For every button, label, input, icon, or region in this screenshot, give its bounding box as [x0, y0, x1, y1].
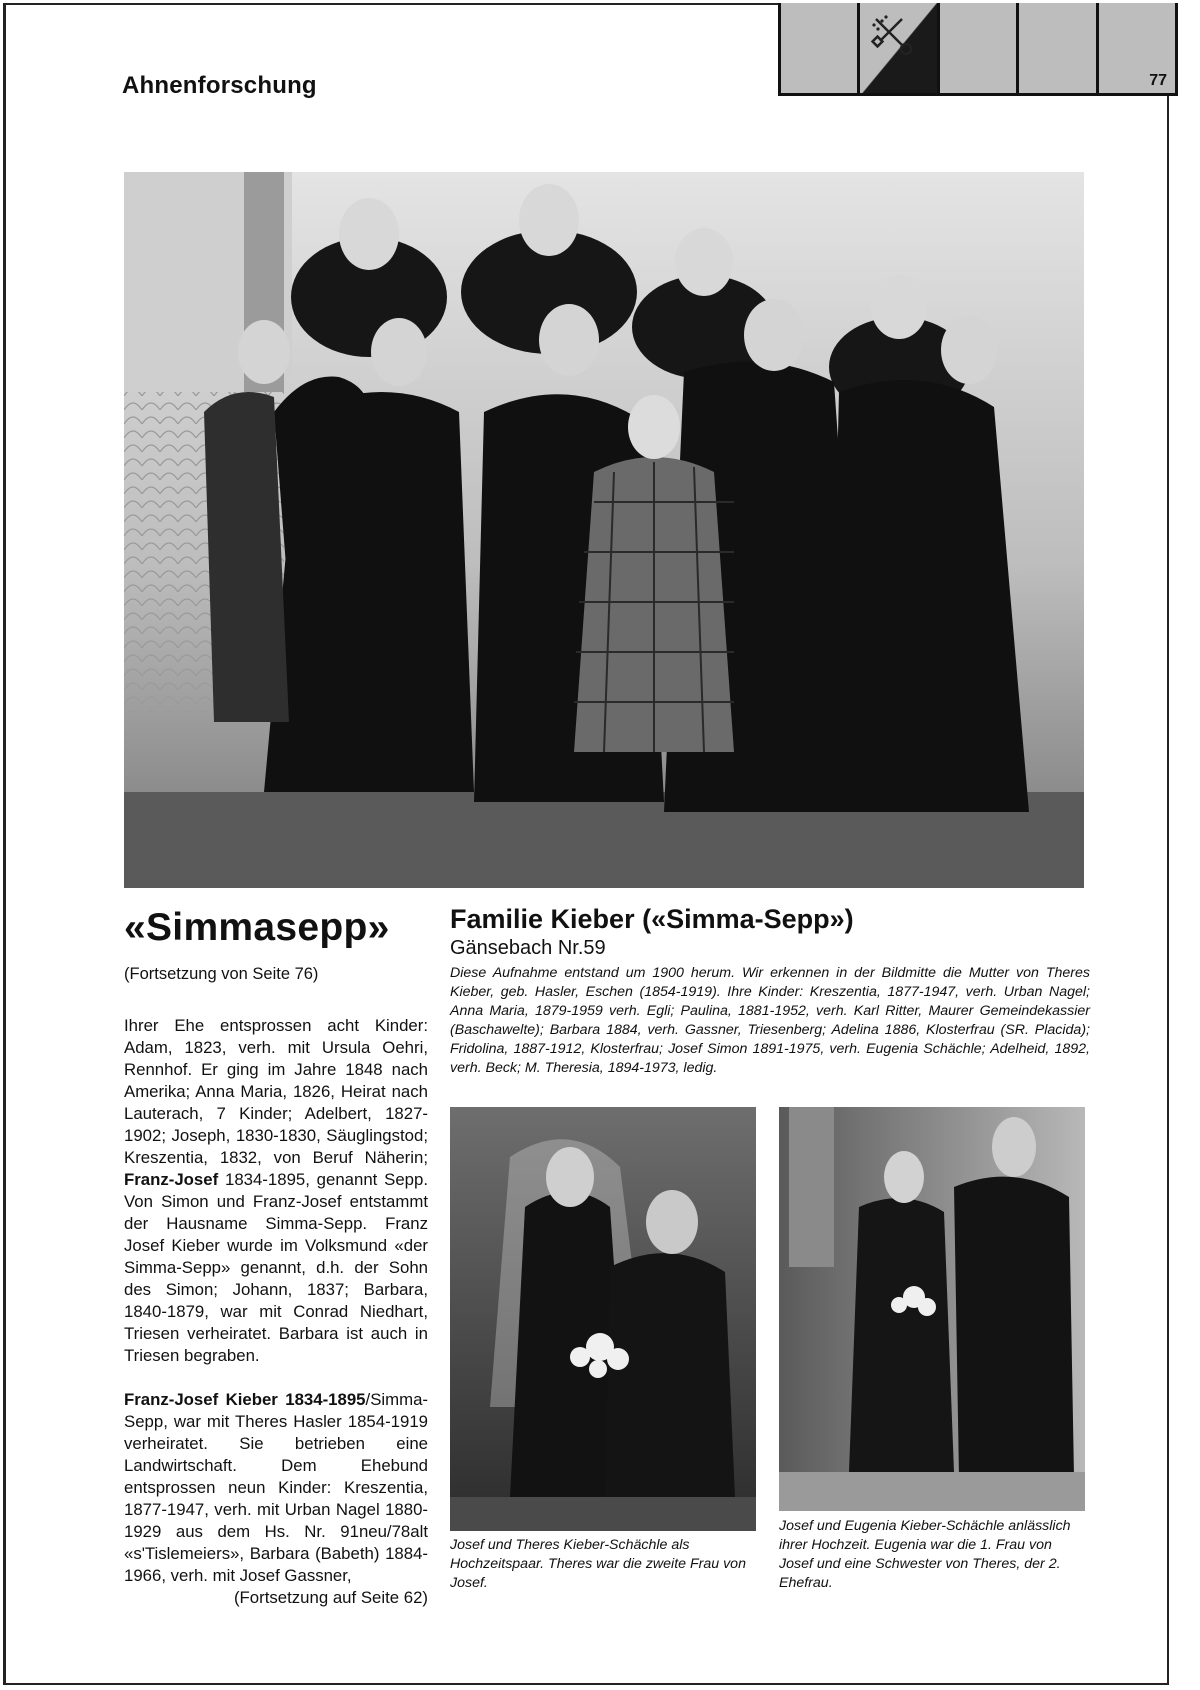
continuation-to: (Fortsetzung auf Seite 62) [233, 1588, 428, 1607]
wedding-photo-josef-eugenia [779, 1107, 1085, 1511]
wedding2-caption: Josef und Eugenia Kieber-Schächle anlässlich ihrer Hochzeit. Eugenia war die 1. Frau von Josef und eine Schwester von Theres, der 2. Ehefrau. [779, 1518, 1071, 1591]
paragraph-franz-josef [124, 1389, 428, 1587]
family-title: Familie Kieber («Simma-Sepp») [450, 904, 854, 934]
header-rule [778, 93, 1178, 96]
bold-name: Franz-Josef Kieber 1834-1895 [124, 1390, 366, 1409]
wedding-photo-josef-theres [450, 1107, 756, 1531]
family-photo-caption: Diese Aufnahme entstand um 1900 herum. Wir erkennen in der Bildmitte die Mutter von Theres Kieber, geb. Hasler, Eschen (1854-1919). Ihre Kinder: Kreszentia, 1877-1947, verh. Urban Nagel; Anna Maria, 1879-1959 verh. Egli; Paulina, 1881-1952, verh. Karl Ritter, Maurer Gemeindekassier (Baschawelte); Barbara 1884, verh. Gassner, Triesenberg; Adelina 1886, Klosterfrau (SR. Placida); Fridolina, 1887-1912, Klosterfrau; Josef Simon 1891-1975, verh. Eugenia Schächle; Adelheid, 1892, verh. Beck; M. Theresia, 1894-1973, ledig. [450, 965, 1090, 1076]
header-page-cell [1096, 3, 1178, 96]
left-column [124, 906, 428, 1609]
header-strip [778, 3, 1178, 96]
header-cell [1016, 3, 1095, 96]
header-cell [778, 3, 857, 96]
bold-name: Franz-Josef [124, 1170, 219, 1189]
paragraph-text: 1834-1895, genannt Sepp. Von Simon und Franz-Josef entstammt der Hausname Simma-Sepp. Franz Josef Kieber wurde im Volksmund «der Simma-Sepp» genannt, d.h. der Sohn des Simon; Johann, 1837; Barbara, 1840-1879, war mit Conrad Niedhart, Triesen verheiratet. Barbara ist auch in Triesen begraben. [124, 1170, 428, 1365]
paragraph-children [124, 1015, 428, 1367]
article-title: «Simmasepp» [124, 906, 390, 949]
family-subtitle: Gänsebach Nr.59 [450, 937, 606, 959]
wedding1-caption: Josef und Theres Kieber-Schächle als Hochzeitspaar. Theres war die zweite Frau von Josef. [450, 1537, 746, 1591]
page-number: 77 [1149, 72, 1168, 89]
section-title: Ahnenforschung [122, 72, 317, 99]
header-cell [937, 3, 1016, 96]
paragraph-text: /Simma-Sepp, war mit Theres Hasler 1854-1919 verheiratet. Sie betrieben eine Landwirtschaft. Dem Ehebund entsprossen neun Kinder: Kreszentia, 1877-1947, verh. mit Urban Nagel 1880-1929 aus dem Hs. Nr. 91neu/78alt «s'Tislemeiers», Barbara (Babeth) 1884-1966, verh. mit Josef Gassner, [124, 1390, 428, 1585]
crossed-keys-emblem-icon [868, 11, 920, 63]
family-group-photo [124, 172, 1084, 888]
continuation-from: (Fortsetzung von Seite 76) [124, 965, 319, 983]
header-emblem-cell [857, 3, 936, 96]
paragraph-text: Ihrer Ehe entsprossen acht Kinder: Adam, 1823, verh. mit Ursula Oehri, Rennhof. Er ging im Jahre 1848 nach Amerika; Anna Maria, 1826, Heirat nach Lauterach, 7 Kinder; Adelbert, 1827-1902; Joseph, 1830-1830, Säuglingstod; Kreszentia, 1832, von Beruf Näherin; [124, 1016, 428, 1167]
family-header [450, 904, 1090, 1078]
